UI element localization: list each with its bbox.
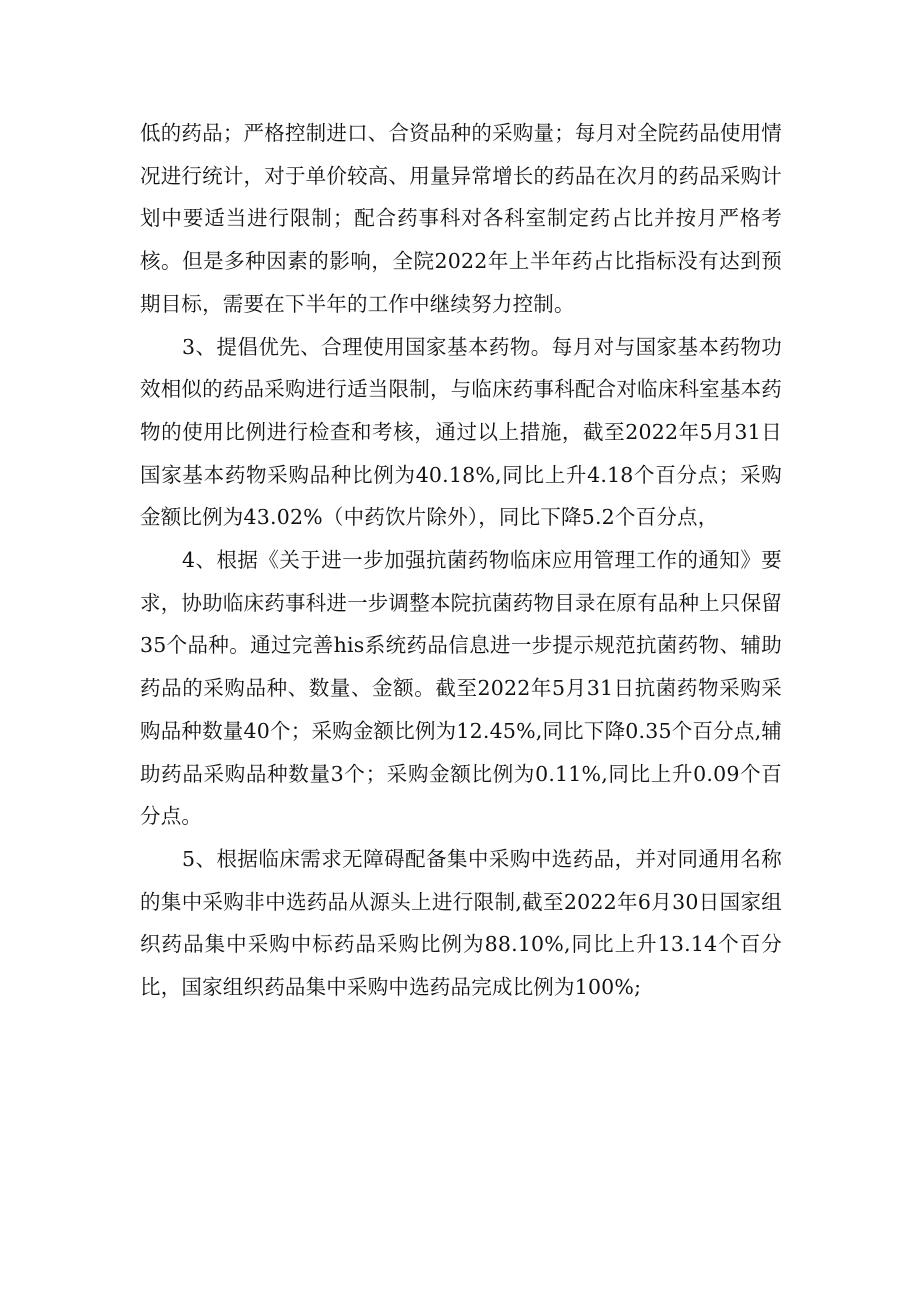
paragraph-item-4-antibiotics: 4、根据《关于进一步加强抗菌药物临床应用管理工作的通知》要求，协助临床药事科进一步调整本院抗菌药物目录在原有品种上只保留35个品种。通过完善his系统药品信息进一步提示规范抗菌药物、辅助药品的采购品种、数量、金额。截至2022年5月31日抗菌药物采购采购品种数量40个；采购金额比例为12.45%,同比下降0.35个百分点,辅助药品采购品种数量3个；采购金额比例为0.11%,同比上升0.09个百分点。 [140,548,782,829]
paragraph-continuation: 低的药品；严格控制进口、合资品种的采购量；每月对全院药品使用情况进行统计，对于单价较高、用量异常增长的药品在次月的药品采购计划中要适当进行限制；配合药事科对各科室制定药占比并按月严格考核。但是多种因素的影响，全院2022年上半年药占比指标没有达到预期目标，需要在下半年的工作中继续努力控制。 [140,121,782,316]
paragraph-item-3-essential-drugs: 3、提倡优先、合理使用国家基本药物。每月对与国家基本药物功效相似的药品采购进行适当限制，与临床药事科配合对临床科室基本药物的使用比例进行检查和考核，通过以上措施，截至2022年5月31日国家基本药物采购品种比例为40.18%,同比上升4.18个百分点；采购金额比例为43.02%（中药饮片除外），同比下降5.2个百分点， [140,334,782,530]
paragraph-item-5-centralized-procurement: 5、根据临床需求无障碍配备集中采购中选药品，并对同通用名称的集中采购非中选药品从源头上进行限制,截至2022年6月30日国家组织药品集中采购中标药品采购比例为88.10%,同比上升13.14个百分比，国家组织药品集中采购中选药品完成比例为100%; [140,846,782,1000]
document-page [140,112,782,1009]
